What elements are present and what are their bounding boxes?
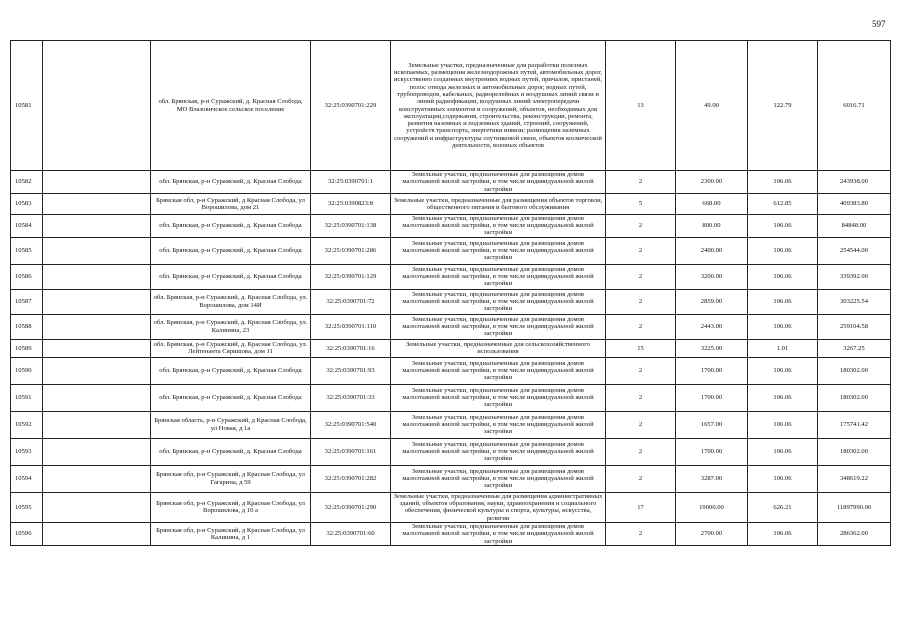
empty-cell bbox=[43, 41, 151, 171]
row-id: 10594 bbox=[11, 465, 43, 492]
table-row bbox=[11, 339, 891, 357]
empty-cell bbox=[43, 171, 151, 194]
purpose-cell: Земельные участки, предназначенные для размещения объектов торговли, общественного питания и бытового обслуживания bbox=[391, 193, 606, 214]
rate-cell: 106.06 bbox=[748, 384, 818, 411]
value-cell: 3267.25 bbox=[818, 339, 891, 357]
row-id: 10585 bbox=[11, 237, 43, 264]
purpose-cell: Земельные участки, предназначенные для размещения домов малоэтажной жилой застройки, в том числе индивидуальной жилой застройки bbox=[391, 264, 606, 289]
empty-cell bbox=[43, 214, 151, 237]
group-cell: 2 bbox=[606, 237, 676, 264]
area-cell: 2859.00 bbox=[676, 289, 748, 314]
empty-cell bbox=[43, 237, 151, 264]
value-cell: 348619.22 bbox=[818, 465, 891, 492]
value-cell: 6016.71 bbox=[818, 41, 891, 171]
cadastral-number-cell: 32:25:0390701:282 bbox=[311, 465, 391, 492]
area-cell: 1700.00 bbox=[676, 357, 748, 384]
address-cell: Брянская обл, р-н Суражский, д Красная Слобода, ул Ворошилова, д 10 а bbox=[151, 492, 311, 522]
table-row bbox=[11, 384, 891, 411]
table-row bbox=[11, 492, 891, 522]
empty-cell bbox=[43, 438, 151, 465]
rate-cell: 106.06 bbox=[748, 264, 818, 289]
cadastral-number-cell: 32:25:0390823:8 bbox=[311, 193, 391, 214]
group-cell: 2 bbox=[606, 214, 676, 237]
address-cell: обл. Брянская, р-н Суражский, д. Красная Слобода bbox=[151, 264, 311, 289]
row-id: 10592 bbox=[11, 411, 43, 438]
table-row bbox=[11, 522, 891, 545]
value-cell: 243938.00 bbox=[818, 171, 891, 194]
table-row bbox=[11, 289, 891, 314]
purpose-cell: Земельные участки, предназначенные для размещения домов малоэтажной жилой застройки, в том числе индивидуальной жилой застройки bbox=[391, 357, 606, 384]
table-row bbox=[11, 41, 891, 171]
group-cell: 2 bbox=[606, 289, 676, 314]
cadastral-number-cell: 32:25:0390701:161 bbox=[311, 438, 391, 465]
rate-cell: 106.06 bbox=[748, 522, 818, 545]
rate-cell: 106.06 bbox=[748, 411, 818, 438]
table-row bbox=[11, 438, 891, 465]
value-cell: 339392.00 bbox=[818, 264, 891, 289]
purpose-cell: Земельные участки, предназначенные для размещения домов малоэтажной жилой застройки, в том числе индивидуальной жилой застройки bbox=[391, 289, 606, 314]
empty-cell bbox=[43, 289, 151, 314]
table-row bbox=[11, 314, 891, 339]
area-cell: 2300.00 bbox=[676, 171, 748, 194]
rate-cell: 106.06 bbox=[748, 314, 818, 339]
cadastral-number-cell: 32:25:0390701:60 bbox=[311, 522, 391, 545]
area-cell: 19000.00 bbox=[676, 492, 748, 522]
address-cell: обл. Брянская, р-н Суражский, д. Красная Слобода bbox=[151, 214, 311, 237]
row-id: 10593 bbox=[11, 438, 43, 465]
value-cell: 180302.00 bbox=[818, 438, 891, 465]
rate-cell: 106.06 bbox=[748, 465, 818, 492]
area-cell: 1657.00 bbox=[676, 411, 748, 438]
row-id: 10596 bbox=[11, 522, 43, 545]
rate-cell: 106.06 bbox=[748, 237, 818, 264]
row-id: 10591 bbox=[11, 384, 43, 411]
rate-cell: 106.06 bbox=[748, 438, 818, 465]
empty-cell bbox=[43, 465, 151, 492]
area-cell: 3225.00 bbox=[676, 339, 748, 357]
area-cell: 1700.00 bbox=[676, 438, 748, 465]
row-id: 10584 bbox=[11, 214, 43, 237]
area-cell: 3200.00 bbox=[676, 264, 748, 289]
row-id: 10586 bbox=[11, 264, 43, 289]
value-cell: 180302.00 bbox=[818, 384, 891, 411]
group-cell: 2 bbox=[606, 438, 676, 465]
empty-cell bbox=[43, 357, 151, 384]
purpose-cell: Земельные участки, предназначенные для размещения административных зданий, объектов образования, науки, здравоохранения и социального обеспечения, физической культуры и спорта, культуры, искусства, религии bbox=[391, 492, 606, 522]
purpose-cell: Земельные участки, предназначенные для размещения домов малоэтажной жилой застройки, в том числе индивидуальной жилой застройки bbox=[391, 411, 606, 438]
row-id: 10587 bbox=[11, 289, 43, 314]
area-cell: 1700.00 bbox=[676, 384, 748, 411]
value-cell: 175741.42 bbox=[818, 411, 891, 438]
page-number: 597 bbox=[872, 19, 886, 29]
cadastral-number-cell: 32:25:0390701:110 bbox=[311, 314, 391, 339]
table-row bbox=[11, 264, 891, 289]
cadastral-value-table bbox=[10, 40, 891, 546]
group-cell: 2 bbox=[606, 314, 676, 339]
group-cell: 2 bbox=[606, 522, 676, 545]
address-cell: обл. Брянская, р-н Суражский, д. Красная Слобода bbox=[151, 384, 311, 411]
table-row bbox=[11, 357, 891, 384]
address-cell: Брянская обл, р-н Суражский, д Красная Слобода, ул Ворошилова, дом 21 bbox=[151, 193, 311, 214]
table-row bbox=[11, 171, 891, 194]
rate-cell: 1.01 bbox=[748, 339, 818, 357]
row-id: 10588 bbox=[11, 314, 43, 339]
address-cell: обл. Брянская, р-н Суражский, д. Красная Слобода bbox=[151, 438, 311, 465]
rate-cell: 106.06 bbox=[748, 289, 818, 314]
area-cell: 49.00 bbox=[676, 41, 748, 171]
value-cell: 409383.80 bbox=[818, 193, 891, 214]
row-id: 10589 bbox=[11, 339, 43, 357]
cadastral-number-cell: 32:25:0390701:129 bbox=[311, 264, 391, 289]
empty-cell bbox=[43, 264, 151, 289]
group-cell: 17 bbox=[606, 492, 676, 522]
empty-cell bbox=[43, 193, 151, 214]
empty-cell bbox=[43, 411, 151, 438]
table-row bbox=[11, 411, 891, 438]
empty-cell bbox=[43, 384, 151, 411]
address-cell: обл. Брянская, р-н Суражский, д. Красная Слобода, ул. Лейтенанта Сяришова, дом 11 bbox=[151, 339, 311, 357]
row-id: 10595 bbox=[11, 492, 43, 522]
purpose-cell: Земельные участки, предназначенные для сельскохозяйственного использования bbox=[391, 339, 606, 357]
address-cell: Брянская обл, р-н Суражский, д Красная Слобода, ул Калинина, д 1 bbox=[151, 522, 311, 545]
cadastral-number-cell: 32:25:0390701:93 bbox=[311, 357, 391, 384]
cadastral-number-cell: 32:25:0390701:72 bbox=[311, 289, 391, 314]
purpose-cell: Земельные участки, предназначенные для размещения домов малоэтажной жилой застройки, в том числе индивидуальной жилой застройки bbox=[391, 438, 606, 465]
purpose-cell: Земельные участки, предназначенные для размещения домов малоэтажной жилой застройки, в том числе индивидуальной жилой застройки bbox=[391, 314, 606, 339]
rate-cell: 612.85 bbox=[748, 193, 818, 214]
address-cell: Брянская область, р-н Суражский, д Красная Слобода, ул Новая, д 1а bbox=[151, 411, 311, 438]
value-cell: 286362.00 bbox=[818, 522, 891, 545]
rate-cell: 626.21 bbox=[748, 492, 818, 522]
empty-cell bbox=[43, 314, 151, 339]
address-cell: обл. Брянская, р-н Суражский, д. Красная Слобода, ул. Калинина, 23 bbox=[151, 314, 311, 339]
group-cell: 5 bbox=[606, 193, 676, 214]
cadastral-number-cell: 32:25:0390701:1 bbox=[311, 171, 391, 194]
address-cell: Брянская обл, р-н Суражский, д Красная Слобода, ул Гагарина, д 59 bbox=[151, 465, 311, 492]
cadastral-number-cell: 32:25:0390701:286 bbox=[311, 237, 391, 264]
row-id: 10583 bbox=[11, 193, 43, 214]
group-cell: 2 bbox=[606, 357, 676, 384]
area-cell: 800.00 bbox=[676, 214, 748, 237]
purpose-cell: Земельные участки, предназначенные для размещения домов малоэтажной жилой застройки, в том числе индивидуальной жилой застройки bbox=[391, 237, 606, 264]
cadastral-number-cell: 32:25:0390701:138 bbox=[311, 214, 391, 237]
table-body bbox=[11, 41, 891, 546]
group-cell: 2 bbox=[606, 264, 676, 289]
rate-cell: 106.06 bbox=[748, 171, 818, 194]
table-row bbox=[11, 465, 891, 492]
group-cell: 2 bbox=[606, 384, 676, 411]
rate-cell: 122.79 bbox=[748, 41, 818, 171]
empty-cell bbox=[43, 339, 151, 357]
value-cell: 303225.54 bbox=[818, 289, 891, 314]
table-row bbox=[11, 214, 891, 237]
value-cell: 84848.00 bbox=[818, 214, 891, 237]
area-cell: 2443.00 bbox=[676, 314, 748, 339]
row-id: 10590 bbox=[11, 357, 43, 384]
address-cell: обл. Брянская, р-н Суражский, д. Красная Слобода bbox=[151, 237, 311, 264]
cadastral-number-cell: 32:25:0390701:229 bbox=[311, 41, 391, 171]
table-row bbox=[11, 237, 891, 264]
area-cell: 668.00 bbox=[676, 193, 748, 214]
purpose-cell: Земельные участки, предназначенные для разработки полезных ископаемых, размещения железнодорожных путей, автомобильных дорог, искусственно созданных внутренних водных путей, причалов, пристаней, полос отвода железных и автомобильных дорог, водных путей, трубопроводов, кабельных, радиорелейных и воздушных линий связи и линий радиофикации, воздушных линий электропередачи конструктивных элементов и сооружений, объектов, необходимых для эксплуатации,содержания, строительства, реконструкции, ремонта, развития наземных и подземных зданий, строений, сооружений, устройств транспорта, энергетики инвязи; размещения наземных сооружений и инфраструктуры спутниковой связи, объектов космической деятельности, военных объектов bbox=[391, 41, 606, 171]
value-cell: 180302.00 bbox=[818, 357, 891, 384]
cadastral-number-cell: 32:25:0390701:540 bbox=[311, 411, 391, 438]
purpose-cell: Земельные участки, предназначенные для размещения домов малоэтажной жилой застройки, в том числе индивидуальной жилой застройки bbox=[391, 384, 606, 411]
group-cell: 2 bbox=[606, 465, 676, 492]
value-cell: 259104.58 bbox=[818, 314, 891, 339]
cadastral-number-cell: 32:25:0390701:33 bbox=[311, 384, 391, 411]
cadastral-number-cell: 32:25:0390701:16 bbox=[311, 339, 391, 357]
purpose-cell: Земельные участки, предназначенные для размещения домов малоэтажной жилой застройки, в том числе индивидуальной жилой застройки bbox=[391, 522, 606, 545]
purpose-cell: Земельные участки, предназначенные для размещения домов малоэтажной жилой застройки, в том числе индивидуальной жилой застройки bbox=[391, 465, 606, 492]
empty-cell bbox=[43, 492, 151, 522]
purpose-cell: Земельные участки, предназначенные для размещения домов малоэтажной жилой застройки, в том числе индивидуальной жилой застройки bbox=[391, 171, 606, 194]
value-cell: 254544.00 bbox=[818, 237, 891, 264]
rate-cell: 106.06 bbox=[748, 214, 818, 237]
row-id: 10581 bbox=[11, 41, 43, 171]
rate-cell: 106.06 bbox=[748, 357, 818, 384]
area-cell: 2700.00 bbox=[676, 522, 748, 545]
group-cell: 2 bbox=[606, 411, 676, 438]
row-id: 10582 bbox=[11, 171, 43, 194]
group-cell: 13 bbox=[606, 41, 676, 171]
group-cell: 15 bbox=[606, 339, 676, 357]
table-row bbox=[11, 193, 891, 214]
address-cell: обл. Брянская, р-н Суражский, д. Красная Слобода bbox=[151, 171, 311, 194]
purpose-cell: Земельные участки, предназначенные для размещения домов малоэтажной жилой застройки, в том числе индивидуальной жилой застройки bbox=[391, 214, 606, 237]
value-cell: 11897990.00 bbox=[818, 492, 891, 522]
empty-cell bbox=[43, 522, 151, 545]
group-cell: 2 bbox=[606, 171, 676, 194]
address-cell: обл. Брянская, р-н Суражский, д. Красная Слобода, МО Влазовичское сельское поселение bbox=[151, 41, 311, 171]
address-cell: обл. Брянская, р-н Суражский, д. Красная Слобода bbox=[151, 357, 311, 384]
address-cell: обл. Брянская, р-н Суражский, д. Красная Слобода, ул. Ворошилова, дом 14И bbox=[151, 289, 311, 314]
area-cell: 3287.00 bbox=[676, 465, 748, 492]
cadastral-number-cell: 32:25:0390701:290 bbox=[311, 492, 391, 522]
area-cell: 2400.00 bbox=[676, 237, 748, 264]
